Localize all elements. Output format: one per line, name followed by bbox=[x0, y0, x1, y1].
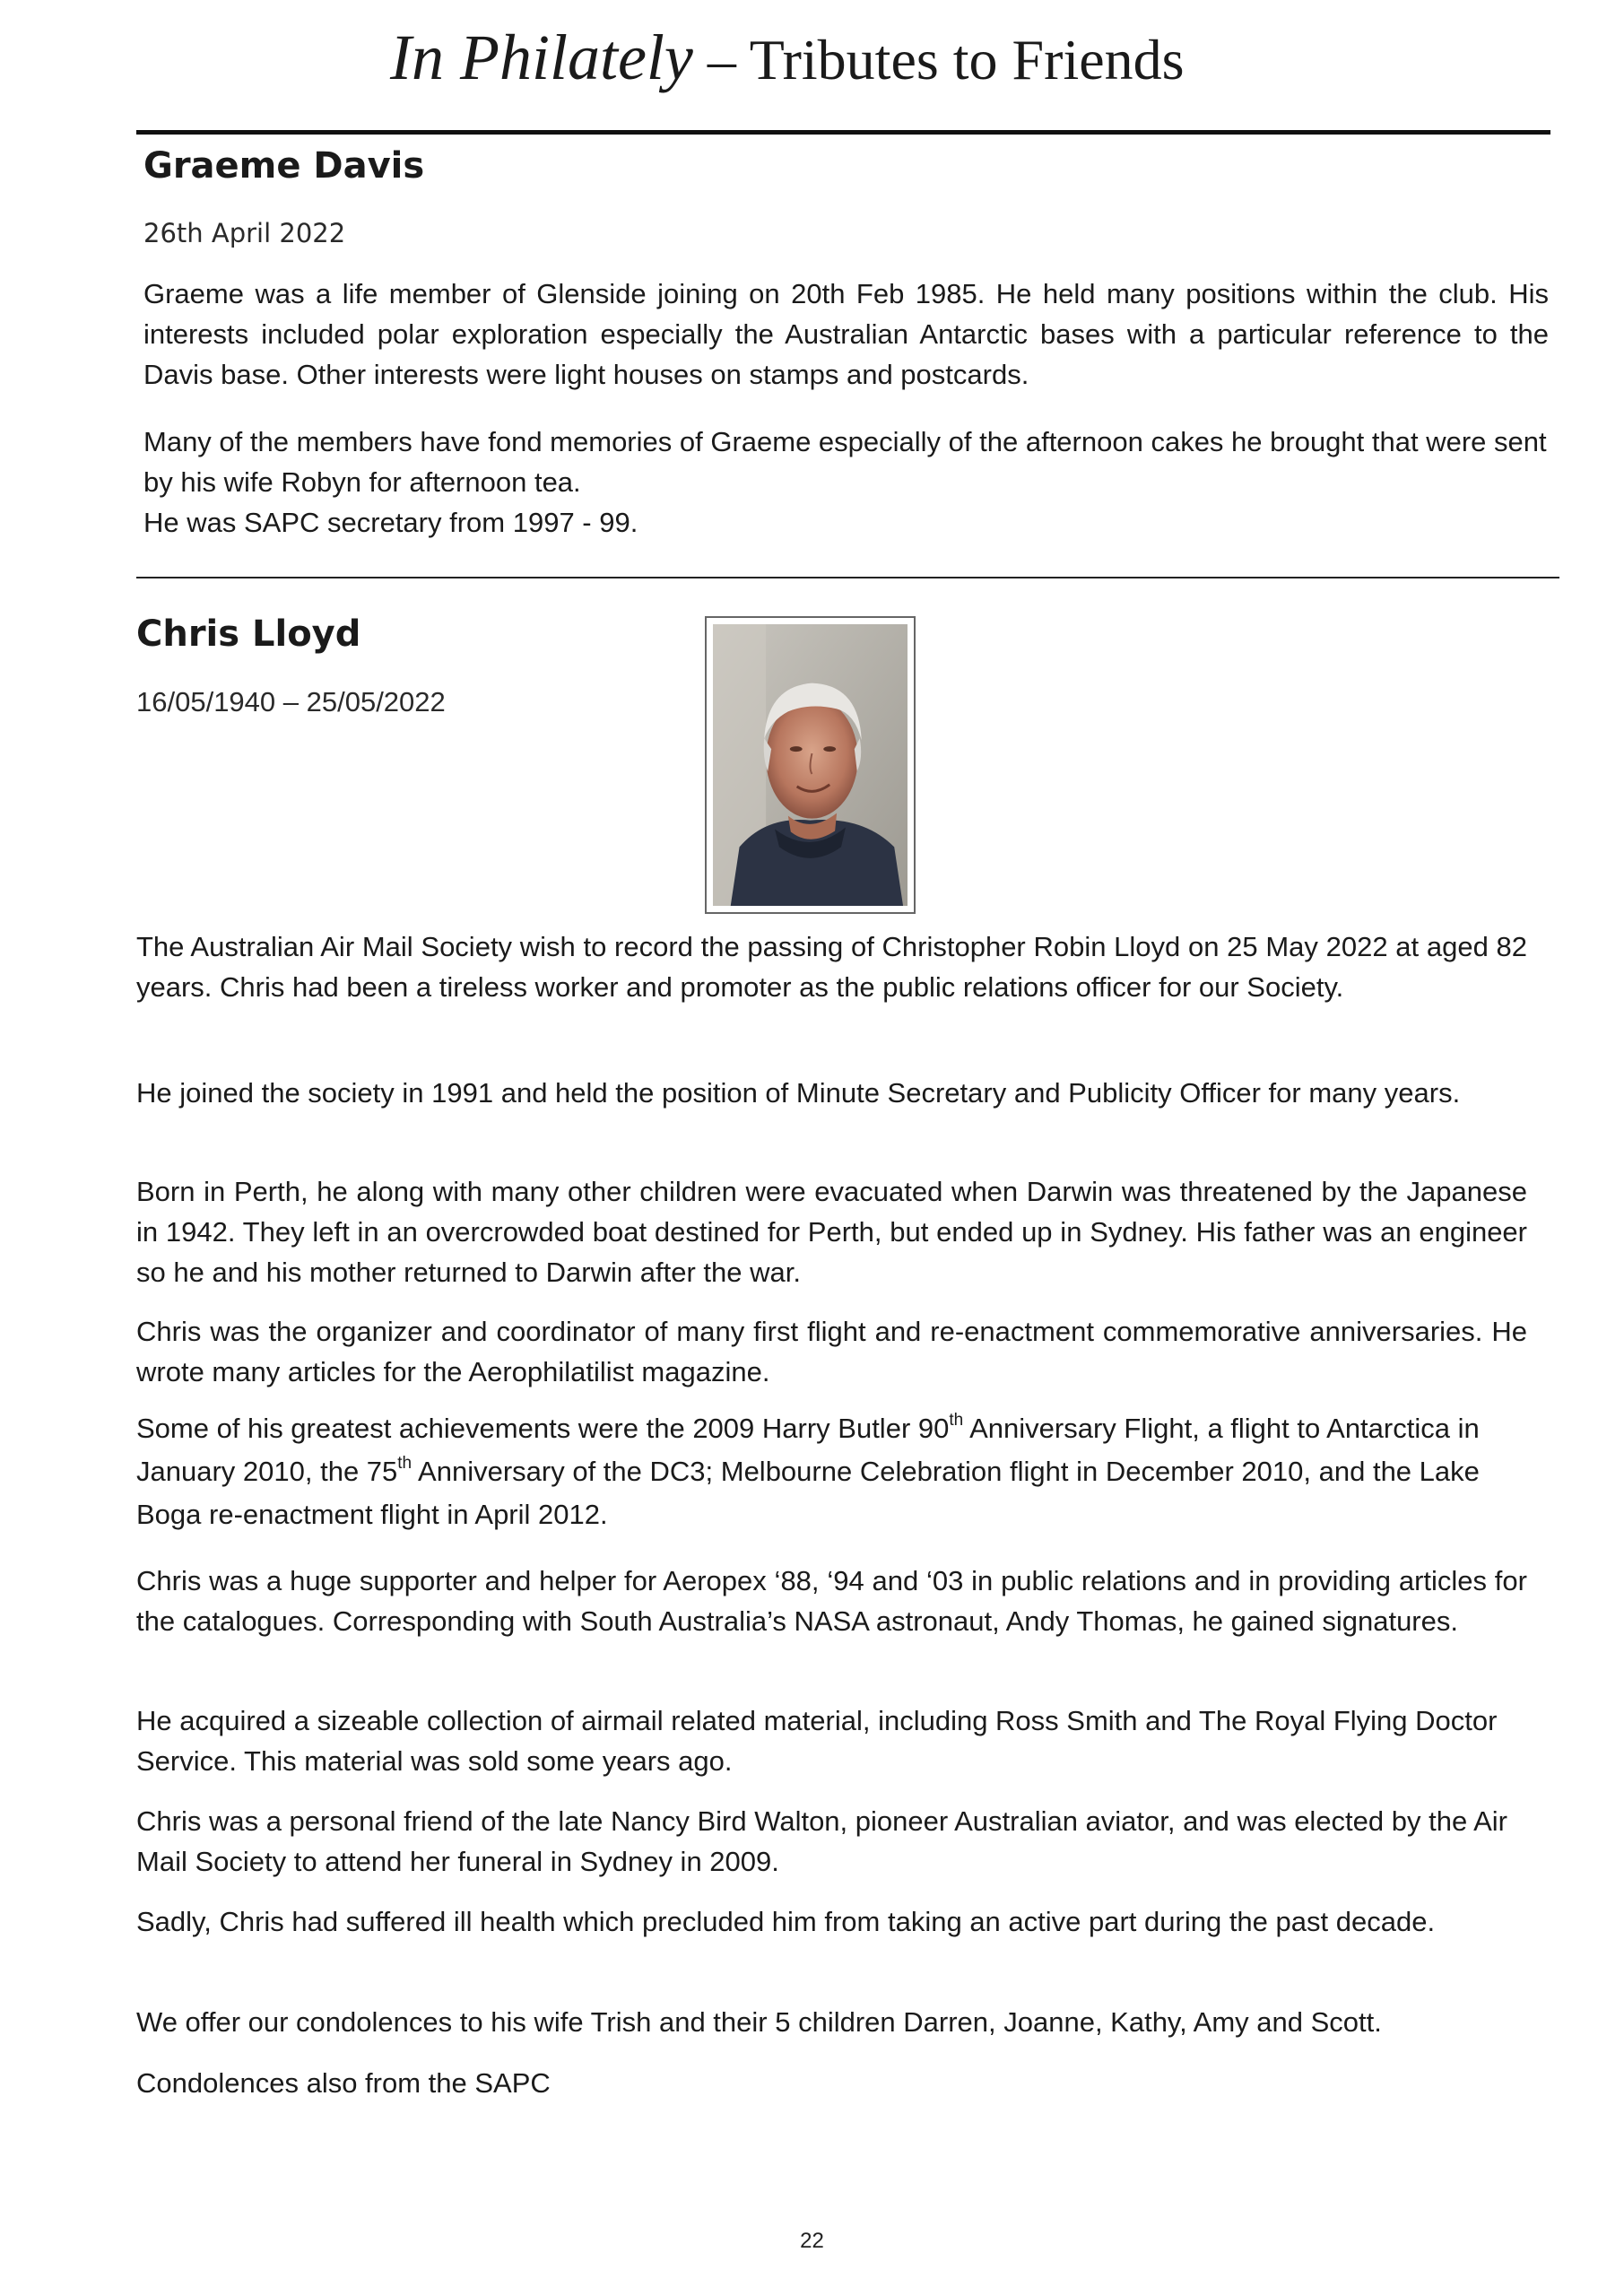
page-header-title bbox=[390, 22, 1185, 93]
achievements-text-2: Anniversary Flight, a flight to Antarctica in January 2010, the 75 bbox=[136, 1413, 1480, 1487]
achievements-sup-2: th bbox=[397, 1454, 413, 1473]
chris-paragraph-achievements bbox=[136, 1407, 1535, 1536]
portrait-photo bbox=[713, 624, 908, 906]
tribute-date-graeme-davis: 26th April 2022 bbox=[143, 218, 346, 248]
tribute-name-graeme-davis: Graeme Davis bbox=[143, 145, 425, 187]
chris-paragraph-3: Born in Perth, he along with many other children were evacuated when Darwin was threatened by the Japanese in 1942. They left in an overcrowded boat destined for Perth, but ended up in Sydney. His father was an engineer so he and his mother returned to Darwin after the war. bbox=[136, 1176, 1527, 1288]
header-rule bbox=[136, 130, 1550, 135]
graeme-paragraph-1: Graeme was a life member of Glenside joining on 20th Feb 1985. He held many positions within the club. His interests included polar exploration especially the Australian Antarctic bases with a particular reference to the Davis base. Other interests were light houses on stamps and postcards. bbox=[143, 278, 1549, 390]
chris-paragraph-6: He acquired a sizeable collection of airmail related material, including Ross Smith and The Royal Flying Doctor Service. This material was sold some years ago. bbox=[136, 1705, 1498, 1777]
chris-paragraph-9: We offer our condolences to his wife Trish and their 5 children Darren, Joanne, Kathy, Amy and Scott. bbox=[136, 2006, 1382, 2038]
achievements-sup-1: th bbox=[949, 1411, 964, 1430]
page-number: 22 bbox=[800, 2229, 824, 2253]
header-dash: – bbox=[692, 28, 750, 91]
section-divider bbox=[136, 577, 1559, 578]
tribute-dates-chris-lloyd: 16/05/1940 – 25/05/2022 bbox=[136, 686, 446, 718]
header-rest-part: Tributes to Friends bbox=[749, 28, 1185, 91]
portrait-illustration bbox=[713, 624, 908, 906]
tribute-name-chris-lloyd: Chris Lloyd bbox=[136, 613, 361, 655]
chris-paragraph-5: Chris was a huge supporter and helper for Aeropex ‘88, ‘94 and ‘03 in public relations and in providing articles for the catalogues. Corresponding with South Australia’s NASA astronaut, Andy Thomas, he gained signatures. bbox=[136, 1565, 1527, 1637]
chris-paragraph-7: Chris was a personal friend of the late Nancy Bird Walton, pioneer Australian aviator, and was elected by the Air Mail Society to attend her funeral in Sydney in 2009. bbox=[136, 1805, 1508, 1877]
achievements-text-3: Anniversary of the DC3; Melbourne Celebration flight in December 2010, and the Lake Boga re-enactment flight in April 2012. bbox=[136, 1456, 1480, 1530]
chris-paragraph-1: The Australian Air Mail Society wish to record the passing of Christopher Robin Lloyd on 25 May 2022 at aged 82 years. Chris had been a tireless worker and promoter as the public relations officer for our Society. bbox=[136, 931, 1527, 1003]
header-italic-part: In Philately bbox=[390, 22, 693, 93]
portrait-photo-frame bbox=[705, 616, 916, 914]
graeme-paragraph-2: Many of the members have fond memories of Graeme especially of the afternoon cakes he brought that were sent by his wife Robyn for afternoon tea. bbox=[143, 426, 1547, 498]
graeme-paragraph-3: He was SAPC secretary from 1997 - 99. bbox=[143, 507, 638, 538]
achievements-text-1: Some of his greatest achievements were the 2009 Harry Butler 90 bbox=[136, 1413, 950, 1444]
chris-paragraph-4: Chris was the organizer and coordinator of many first flight and re-enactment commemorative anniversaries. He wrote many articles for the Aerophilatilist magazine. bbox=[136, 1316, 1527, 1387]
chris-paragraph-2: He joined the society in 1991 and held the position of Minute Secretary and Publicity Officer for many years. bbox=[136, 1077, 1461, 1109]
chris-paragraph-10: Condolences also from the SAPC bbox=[136, 2067, 551, 2099]
chris-paragraph-8: Sadly, Chris had suffered ill health which precluded him from taking an active part during the past decade. bbox=[136, 1906, 1436, 1937]
